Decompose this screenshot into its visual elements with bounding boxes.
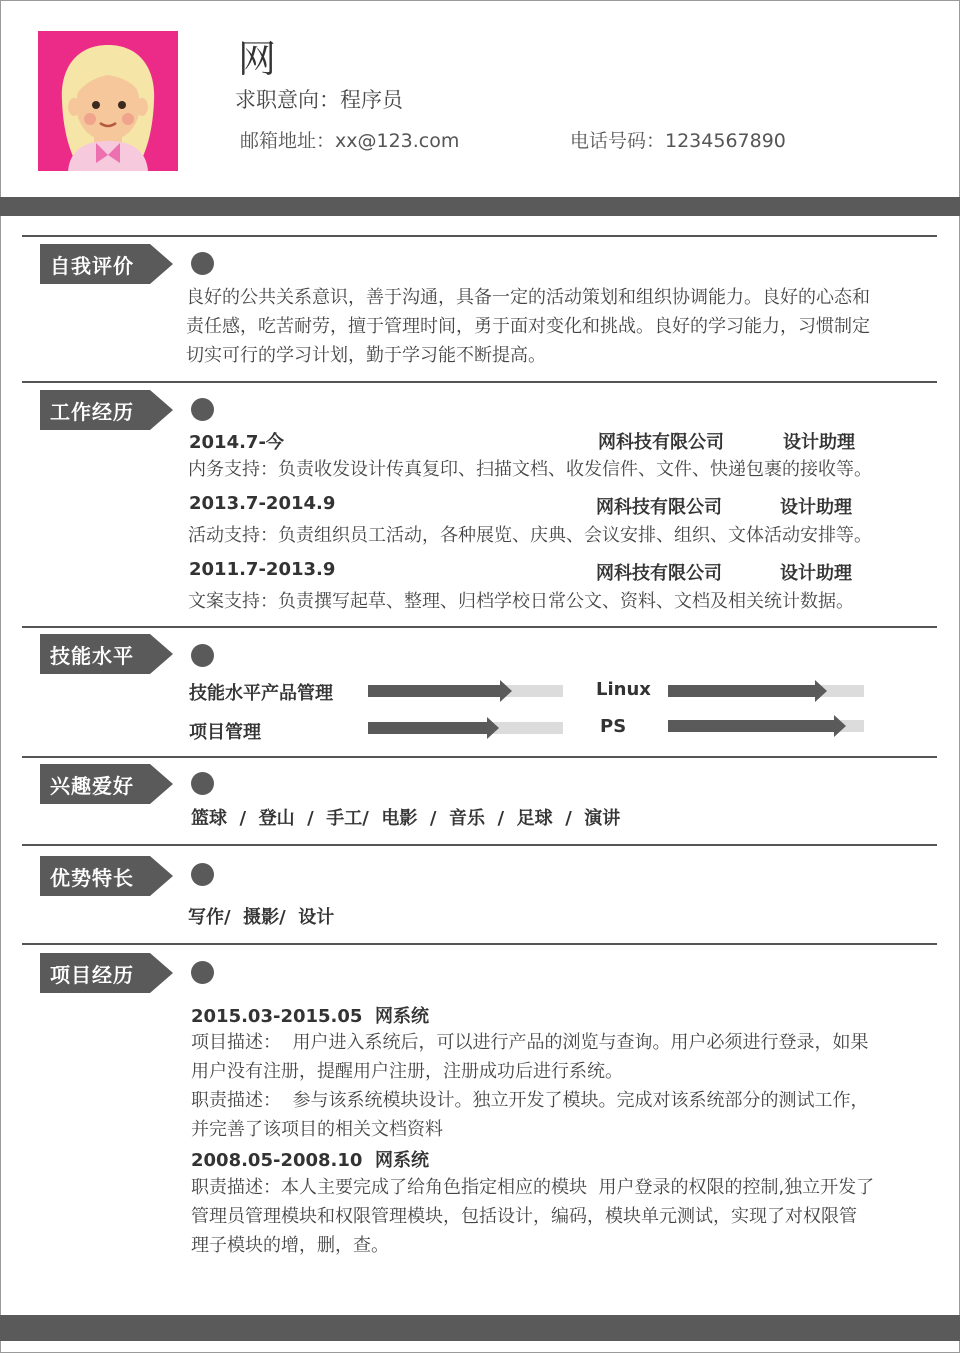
job-desc: 内务支持：负责收发设计传真复印、扫描文档、收发信件、文件、快递包裹的接收等。 [188, 459, 872, 480]
job-role: 设计助理 [783, 432, 855, 453]
skill-label: Linux [596, 679, 651, 700]
strengths-list: 写作/ 摄影/ 设计 [188, 907, 335, 928]
hobbies-list: 篮球 / 登山 / 手工/ 电影 / 音乐 / 足球 / 演讲 [191, 808, 621, 829]
section-tag-hobbies [40, 764, 173, 804]
project-line: 职责描述：本人主要完成了给角色指定相应的模块 用户登录的权限的控制,独立开发了 [191, 1177, 875, 1198]
section-title: 兴趣爱好 [50, 774, 134, 798]
skill-bar [668, 685, 864, 697]
job-desc: 活动支持：负责组织员工活动，各种展览、庆典、会议安排、组织、文体活动安排等。 [188, 525, 872, 546]
skill-label: PS [600, 716, 627, 737]
job-company: 网科技有限公司 [596, 497, 722, 518]
job-period: 2014.7-今 [189, 432, 284, 453]
job-desc: 文案支持：负责撰写起草、整理、归档学校日常公文、资料、文档及相关统计数据。 [188, 591, 854, 612]
section-tag-work [40, 390, 173, 430]
bullet-dot [191, 961, 214, 984]
bullet-dot [191, 252, 214, 275]
job-role: 设计助理 [780, 497, 852, 518]
self-eval-line: 切实可行的学习计划，勤于学习能不断提高。 [186, 345, 546, 366]
project-line: 管理员管理模块和权限管理模块，包括设计，编码，模块单元测试，实现了对权限管 [191, 1206, 857, 1227]
section-tag-self-eval [40, 244, 173, 284]
bullet-dot [191, 644, 214, 667]
section-rule [22, 756, 937, 758]
job-company: 网科技有限公司 [598, 432, 724, 453]
section-title: 工作经历 [50, 400, 134, 424]
job-period: 2011.7-2013.9 [189, 559, 336, 580]
footer-bar [0, 1315, 960, 1341]
skill-label: 项目管理 [189, 722, 261, 743]
section-tag-projects [40, 953, 173, 993]
project-line: 项目描述： 用户进入系统后，可以进行产品的浏览与查询。用户必须进行登录，如果 [191, 1032, 869, 1053]
bullet-dot [191, 863, 214, 886]
job-role: 设计助理 [780, 563, 852, 584]
section-title: 技能水平 [50, 644, 134, 668]
section-rule [22, 626, 937, 628]
section-rule [22, 943, 937, 945]
section-tag-skills [40, 634, 173, 674]
project-heading: 2008.05-2008.10 网系统 [191, 1150, 429, 1171]
project-line: 职责描述： 参与该系统模块设计。独立开发了模块。完成对该系统部分的测试工作， [191, 1090, 869, 1111]
self-eval-line: 良好的公共关系意识，善于沟通，具备一定的活动策划和组织协调能力。良好的心态和 [186, 287, 870, 308]
bullet-dot [191, 398, 214, 421]
project-line: 理子模块的增，删，查。 [191, 1235, 389, 1256]
section-rule [22, 844, 937, 846]
section-rule [22, 381, 937, 383]
email: 邮箱地址：xx@123.com [240, 130, 460, 152]
project-heading: 2015.03-2015.05 网系统 [191, 1006, 429, 1027]
job-period: 2013.7-2014.9 [189, 493, 336, 514]
skill-bar [368, 722, 563, 734]
section-title: 自我评价 [50, 254, 134, 278]
section-title: 项目经历 [50, 963, 134, 987]
section-title: 优势特长 [50, 866, 134, 890]
skill-bar [668, 720, 864, 732]
section-rule [22, 235, 937, 237]
avatar [38, 31, 178, 171]
project-line: 并完善了该项目的相关文档资料 [191, 1119, 443, 1140]
skill-bar [368, 685, 563, 697]
project-line: 用户没有注册，提醒用户注册，注册成功后进行系统。 [191, 1061, 623, 1082]
job-intent: 求职意向：程序员 [235, 88, 403, 112]
skill-label: 技能水平产品管理 [189, 683, 333, 704]
section-tag-strengths [40, 856, 173, 896]
bullet-dot [191, 772, 214, 795]
phone: 电话号码：1234567890 [570, 130, 786, 152]
candidate-name: 网 [238, 37, 279, 81]
job-company: 网科技有限公司 [596, 563, 722, 584]
self-eval-line: 责任感，吃苦耐劳，擅于管理时间，勇于面对变化和挑战。良好的学习能力，习惯制定 [186, 316, 870, 337]
header-divider-bar [0, 197, 960, 216]
